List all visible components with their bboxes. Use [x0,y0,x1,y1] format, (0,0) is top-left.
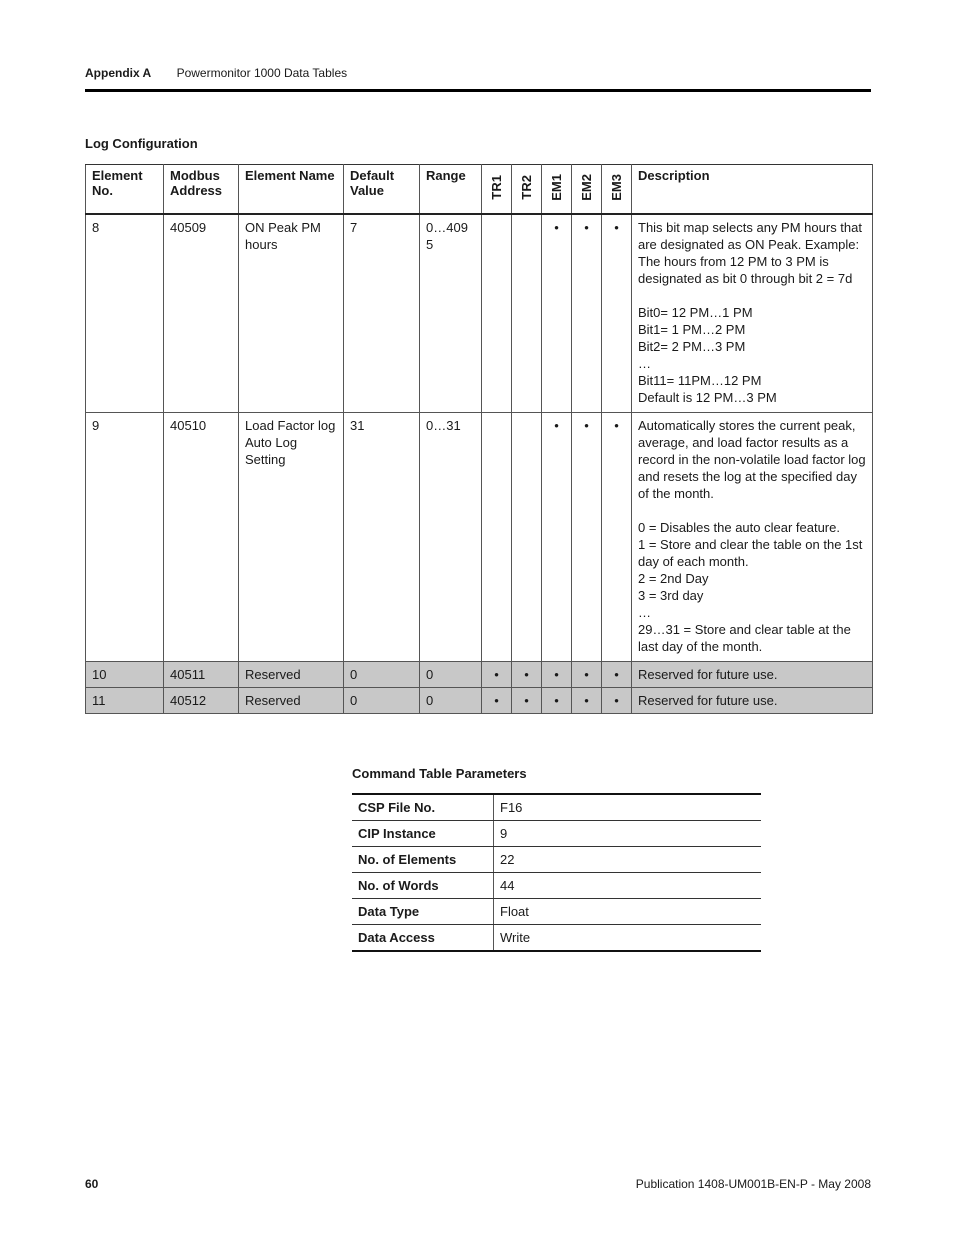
table-row [86,412,873,661]
cell-default: 0 [344,687,420,713]
param-key: CSP File No. [352,794,494,821]
param-value: F16 [494,794,762,821]
cell-description: This bit map selects any PM hours that are designated as ON Peak. Example: The hours from 12 PM to 3 PM is designated as bit 0 through bit 2 = 7d Bit0= 12 PM…1 PM Bit1= 1 PM…2 PM Bit2= 2 PM…3 PM … Bit11= 11PM…12 PM Default is 12 PM…3 PM [632,214,873,412]
publication-info: Publication 1408-UM001B-EN-P - May 2008 [635,1177,871,1191]
cell-em3: • [602,661,632,687]
table-row [352,925,761,952]
running-header [85,66,347,80]
log-configuration-title: Log Configuration [85,136,198,151]
param-value: 44 [494,873,762,899]
cell-default: 31 [344,412,420,661]
param-value: Write [494,925,762,952]
table-row [352,821,761,847]
col-element-name: Element Name [239,165,344,215]
cell-range: 0 [420,687,482,713]
cell-em3: • [602,687,632,713]
param-key: CIP Instance [352,821,494,847]
cell-range: 0…4095 [420,214,482,412]
col-em1: EM1 [542,165,572,215]
param-value: 22 [494,847,762,873]
col-em2: EM2 [572,165,602,215]
header-rule [85,89,871,92]
cell-name: Load Factor log Auto Log Setting [239,412,344,661]
cell-name: Reserved [239,661,344,687]
table-row [86,687,873,713]
cell-em2: • [572,687,602,713]
cell-modbus: 40510 [164,412,239,661]
table-row [352,794,761,821]
command-table-title: Command Table Parameters [352,766,527,781]
cell-em1: • [542,214,572,412]
cell-tr2 [512,412,542,661]
appendix-label: Appendix A [85,66,152,80]
cell-tr2: • [512,661,542,687]
header-title: Powermonitor 1000 Data Tables [176,66,348,80]
cell-range: 0 [420,661,482,687]
cell-tr2 [512,214,542,412]
col-range: Range [420,165,482,215]
log-configuration-table [85,164,873,714]
cell-name: Reserved [239,687,344,713]
cell-tr1 [482,412,512,661]
cell-tr1 [482,214,512,412]
cell-name: ON Peak PM hours [239,214,344,412]
cell-em2: • [572,214,602,412]
col-modbus-address: Modbus Address [164,165,239,215]
col-default-value: Default Value [344,165,420,215]
cell-em1: • [542,661,572,687]
col-tr1: TR1 [482,165,512,215]
param-value: Float [494,899,762,925]
table-row [352,873,761,899]
cell-em1: • [542,687,572,713]
cell-element: 9 [86,412,164,661]
table-row [352,899,761,925]
cell-default: 7 [344,214,420,412]
cell-em2: • [572,412,602,661]
cell-em2: • [572,661,602,687]
cell-description: Reserved for future use. [632,687,873,713]
cell-element: 11 [86,687,164,713]
table-row [86,661,873,687]
cell-element: 10 [86,661,164,687]
cell-element: 8 [86,214,164,412]
col-element-no: Element No. [86,165,164,215]
table-header-row [86,165,873,215]
command-table [352,793,761,952]
param-key: Data Type [352,899,494,925]
cell-description: Automatically stores the current peak, average, and load factor results as a record in the non-volatile load factor log and resets the log at the specified day of the month. 0 = Disables the auto clear feature. 1 = Store and clear the table on the 1st day of each month. 2 = 2nd Day 3 = 3rd day … 29…31 = Store and clear table at the last day of the month. [632,412,873,661]
page-number: 60 [85,1177,99,1191]
cell-description: Reserved for future use. [632,661,873,687]
cell-em3: • [602,412,632,661]
cell-range: 0…31 [420,412,482,661]
table-row [352,847,761,873]
cell-tr2: • [512,687,542,713]
col-description: Description [632,165,873,215]
param-value: 9 [494,821,762,847]
param-key: Data Access [352,925,494,952]
col-tr2: TR2 [512,165,542,215]
param-key: No. of Elements [352,847,494,873]
cell-tr1: • [482,661,512,687]
param-key: No. of Words [352,873,494,899]
cell-modbus: 40512 [164,687,239,713]
cell-em3: • [602,214,632,412]
cell-modbus: 40509 [164,214,239,412]
cell-default: 0 [344,661,420,687]
cell-em1: • [542,412,572,661]
cell-tr1: • [482,687,512,713]
table-row [86,214,873,412]
col-em3: EM3 [602,165,632,215]
cell-modbus: 40511 [164,661,239,687]
